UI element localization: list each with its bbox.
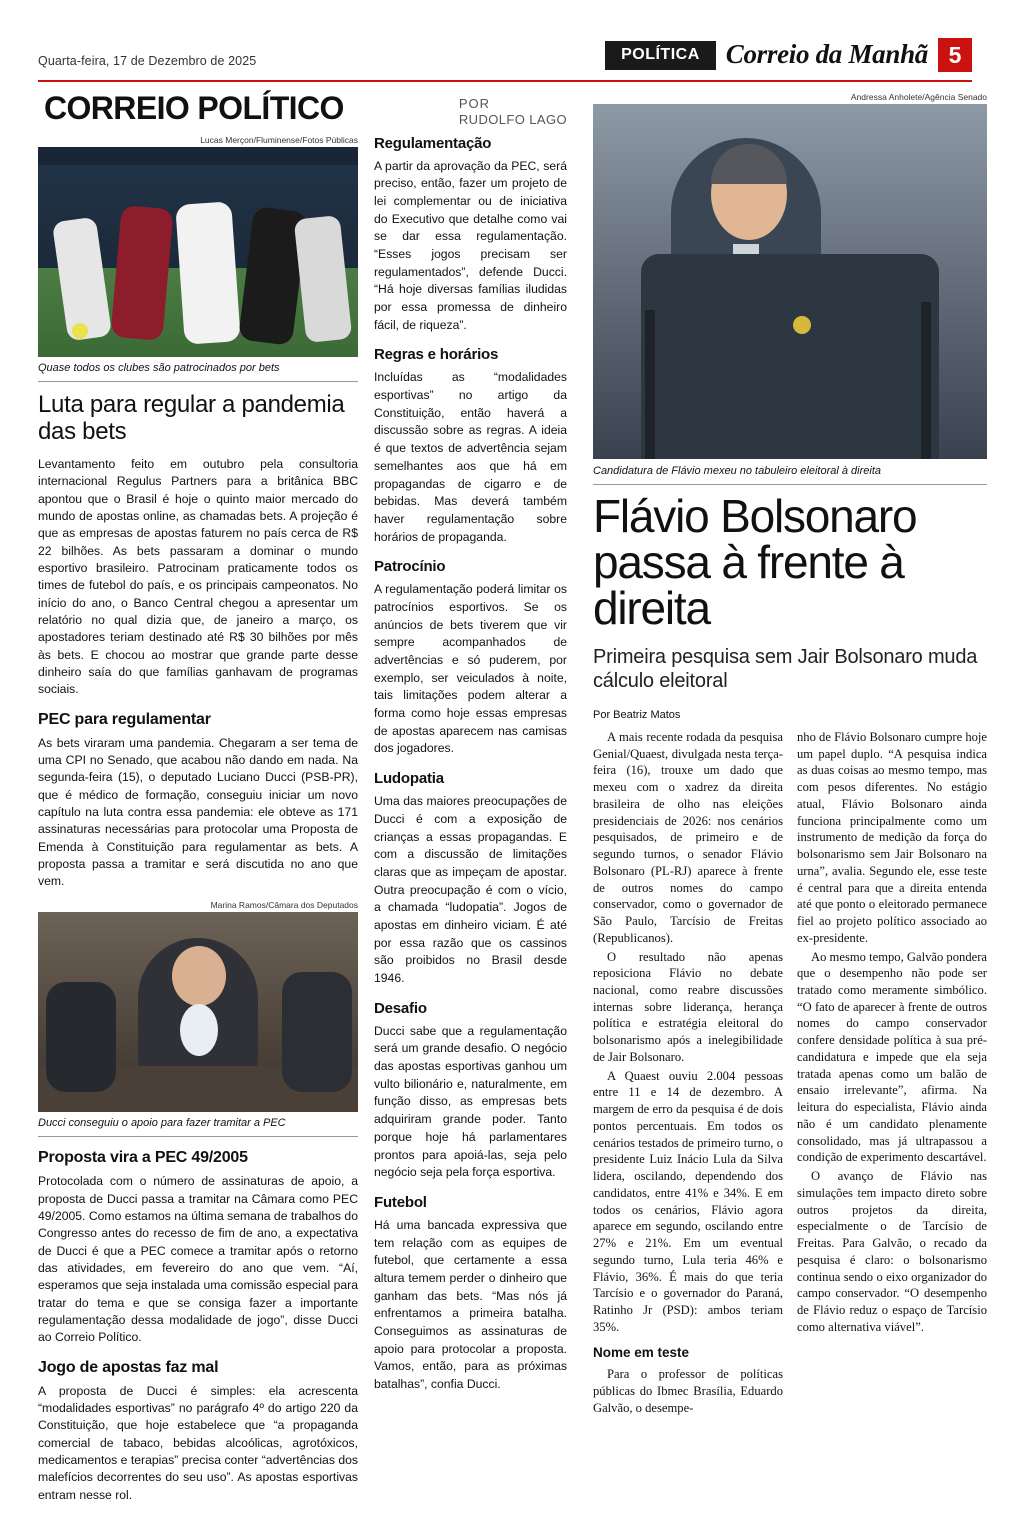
main-photo-credit: Andressa Anholete/Agência Senado (850, 92, 987, 102)
author-name: RUDOLFO LAGO (458, 112, 567, 128)
main-column-1 (593, 729, 783, 1419)
main-subhead-nome-em-teste: Nome em teste (593, 1345, 690, 1361)
paragraph-pec: As bets viraram uma pandemia. Chegaram a ser tema de uma CPI no Senado, que acabou não dando em nada. Na segunda-feira (15), o deputado Luciano Ducci (PSB-PR), que é médico de formação, conseguiu iniciar um novo capítulo na luta contra essa pandemia: ele obteve as 171 assinaturas necessárias para protocolar uma Proposta de Emenda à Constituição para regulamentar as bets. A proposta passa a tramitar e será discutida no ano que vem. (38, 735, 358, 889)
football-photo (38, 147, 358, 357)
main-p1: A mais recente rodada da pesquisa Genial/Quaest, divulgada nesta terça-feira (16), trouxe um dado que mexeu com o xadrez da direita brasileira de olho nas eleições presidenciais de 2026: nos cenários pesquisados, de primeiro e de segundo turnos, o senador Flávio Bolsonaro (PL-RJ) aparece à frente de outros nomes do campo conservador, como o governador de São Paulo, Tarcísio de Freitas (Republicanos). (593, 730, 783, 945)
column-author (459, 92, 567, 129)
left-column-b (374, 135, 567, 1513)
subhead-patrocinio: Patrocínio (374, 558, 446, 576)
main-byline: Por Beatriz Matos (593, 709, 681, 721)
left-lead-paragraph: Levantamento feito em outubro pela consultoria internacional Regulus Partners para a britânica BBC apontou que o Brasil é hoje o quinto maior mercado do mundo de apostas online, as chamadas bets. A projeção é que as empresas de apostas faturem no país cerca de R$ 22 bilhões. As bets passaram a dominar o mundo esportivo brasileiro. Patrocinam praticamente todos os times de futebol do país, e os principais campeonatos. No início do ano, o Banco Central chegou a apresentar um relatório no qual dizia que, de janeiro a março, os apostadores teriam destinado até R$ 30 bilhões por mês às bets. E chocou ao mostrar que grande parte desse dinheiro saía do que famílias ganhavam de programas sociais. (38, 457, 358, 697)
left-two-columns (38, 135, 567, 1513)
subhead-ludopatia: Ludopatia (374, 770, 444, 788)
paper-title: Correio da Manhã (725, 39, 928, 69)
deputy-photo (38, 912, 358, 1112)
masthead-rule (38, 80, 972, 82)
main-p5: nho de Flávio Bolsonaro cumpre hoje um papel duplo. “A pesquisa indica as duas coisas ao mesmo tempo, mas com pesos diferentes. No estágio atual, Flávio Bolsonaro ainda funciona principalmente como um instrumento de medição da força do bolsonarismo sem Jair Bolsonaro na urna”, avalia. Segundo ele, esse teste é central para que a direita entenda até que ponto o eleitorado permanece fiel ao projeto político associado ao ex-presidente. (797, 730, 987, 945)
correio-politico-header (38, 92, 567, 135)
subhead-regras: Regras e horários (374, 346, 499, 364)
photo2-credit: Marina Ramos/Câmara dos Deputados (210, 899, 358, 910)
main-p2: O resultado não apenas reposiciona Flávio no debate nacional, como reabre discussões internas sobre liderança, herança política e estratégia eleitoral do bolsonarismo após a inelegibilidade de Jair Bolsonaro. (593, 949, 783, 1064)
photo2-caption: Ducci conseguiu o apoio para fazer tramitar a PEC (38, 1112, 358, 1138)
main-deck: Primeira pesquisa sem Jair Bolsonaro muda cálculo eleitoral (593, 646, 978, 692)
senator-photo (593, 104, 987, 459)
subhead-regulamentacao: Regulamentação (374, 134, 492, 152)
main-p6: Ao mesmo tempo, Galvão pondera que o desempenho não pode ser tratado como meramente simbólico. “O fato de aparecer à frente de outros nomes do campo conservador confere densidade política à sua pré-candidatura e impede que ela seja tratada apenas como um balão de ensaio irrelevante”, afirma. Na leitura do especialista, Flávio ainda não é um candidato plenamente consolidado, mas já ultrapassou a condição de experimento descartável. (797, 949, 987, 1165)
left-section (38, 92, 581, 1513)
subhead-pec: PEC para regulamentar (38, 710, 211, 728)
main-p4: Para o professor de políticas públicas do Ibmec Brasília, Eduardo Galvão, o desempe- (593, 1367, 783, 1415)
subhead-jogo: Jogo de apostas faz mal (38, 1358, 219, 1376)
paragraph-patrocinio: A regulamentação poderá limitar os patrocínios esportivos. Se os anúncios de bets tiverem que vir sempre acompanhados de advertências e só puderem, por exemplo, ser veiculados à noite, tais limitações podem alterar a forma como hoje essas empresas de apostas aparecem nas camisas dos jogadores. (374, 582, 567, 756)
masthead-right (605, 38, 972, 72)
subhead-futebol: Futebol (374, 1193, 427, 1211)
subhead-proposta: Proposta vira a PEC 49/2005 (38, 1149, 248, 1167)
paragraph-regras: Incluídas as “modalidades esportivas” no artigo da Constituição, então haverá a discussão sobre as regras. A ideia é que textos de advertência sejam semelhantes aos que há em propagandas de cigarro e de bebidas. Mas deverá também haver regulamentação sobre horários de propaganda. (374, 370, 567, 544)
paragraph-proposta: Protocolada com o número de assinaturas de apoio, a proposta de Ducci passa a tramitar na Câmara como PEC 49/2005. Como estamos na última semana de trabalhos do Congresso antes do recesso de fim de ano, a expectativa de Ducci é que a PEC comece a tramitar após o retorno das atividades, em fevereiro do ano que vem. “Aí, esperamos que seja instalada uma comissão especial para tratar do tema e que se consiga fazer a importante regulamentação dessa modalidade de jogo”, disse Ducci ao Correio Político. (38, 1174, 358, 1345)
left-headline: Luta para regular a pandemia das bets (38, 391, 345, 446)
page-number-badge: 5 (938, 38, 972, 72)
section-badge: POLÍTICA (605, 41, 716, 70)
paragraph-futebol: Há uma bancada expressiva que tem relação com as equipes de futebol, que certamente a essa altura temem perder o dinheiro que ganham das bets. “Mas nós já enfrentamos a primeira batalha. Conseguimos as assinaturas de apoio para protocolar a proposta. Vamos, então, para as próximas batalhas”, confia Ducci. (374, 1217, 567, 1392)
author-por-label: POR (458, 96, 491, 111)
paragraph-jogo: A proposta de Ducci é simples: ela acrescenta “modalidades esportivas” no parágrafo 4º do artigo 220 da Constituição, que hoje estabelece que “a propaganda comercial de tabaco, bebidas alcoólicas, agrotóxicos, medicamentos e terapias” precisa conter “advertências dos malefícios decorrentes do seu uso”. As apostas esportivas entram nesse rol. (38, 1383, 358, 1502)
right-section (593, 92, 987, 1513)
main-p7: O avanço de Flávio nas simulações tem impacto direto sobre outros projetos da direita, especialmente o de Tarcísio de Freitas. Para Galvão, o recado da pesquisa é claro: o bolsonarismo continua sendo o eixo organizador do campo conservador. “O desempenho de Flávio reduz o espaço de Tarcísio como alternativa viável”. (797, 1169, 987, 1334)
publication-date: Quarta-feira, 17 de Dezembro de 2025 (38, 54, 257, 68)
main-p3: A Quaest ouviu 2.004 pessoas entre 11 e 14 de dezembro. A margem de erro da pesquisa é de dois pontos percentuais. Em todos os cenários testados de primeiro turno, o presidente Luiz Inácio Lula da Silva lidera, oscilando, dependendo dos candidatos, entre 41% e 34%. E em todos os cenários, Flávio agora aparece em segundo, oscilando entre 27% e 21%. Em um eventual segundo turno, Lula teria 46% e Flávio, 36%. É mais do que teria Tarcísio e o governador do Paraná, Ratinho Jr (PSD): ambos teriam 35%. (593, 1068, 783, 1334)
main-column-2 (797, 729, 987, 1419)
page-content (38, 90, 987, 1513)
column-brand-title: CORREIO POLÍTICO (44, 90, 344, 126)
left-column-a (38, 135, 358, 1513)
photo1-credit: Lucas Merçon/Fluminense/Fotos Públicas (200, 134, 358, 145)
main-article-columns (593, 729, 987, 1419)
paragraph-regulamentacao: A partir da aprovação da PEC, será preciso, então, fazer um projeto de lei complementar ou de iniciativa do Executivo que detalhe como vai se dar essa regulamentação. “Esses jogos precisam ser regulamentados”, defende Ducci. “Há hoje diversas famílias iludidas por essa promessa de dinheiro fácil, de riqueza”. (374, 158, 567, 332)
paragraph-ludopatia: Uma das maiores preocupações de Ducci é com a exposição de crianças a essas propagandas. E com a discussão de limitações claras que as impeçam de apostar. Outra preocupação é com o vício, a chamada “ludopatia”. Jogos de apostas em dinheiro viciam. É até por essa razão que os cassinos são proibidos no Brasil desde 1946. (374, 794, 567, 985)
paragraph-desafio: Ducci sabe que a regulamentação será um grande desafio. O negócio das apostas esportivas ganhou um vulto bilionário e, naturalmente, em função disso, as empresas bets adquiriram grande poder. Tanto porque hoje há parlamentares prontos para apoiá-las, seja pelo negócio seja pela força esportiva. (374, 1023, 567, 1180)
subhead-desafio: Desafio (374, 999, 427, 1017)
masthead (38, 36, 972, 72)
main-photo-caption: Candidatura de Flávio mexeu no tabuleiro eleitoral à direita (593, 459, 987, 485)
main-headline: Flávio Bolsonaro passa à frente à direita (593, 490, 917, 634)
photo1-caption: Quase todos os clubes são patrocinados por bets (38, 357, 358, 383)
